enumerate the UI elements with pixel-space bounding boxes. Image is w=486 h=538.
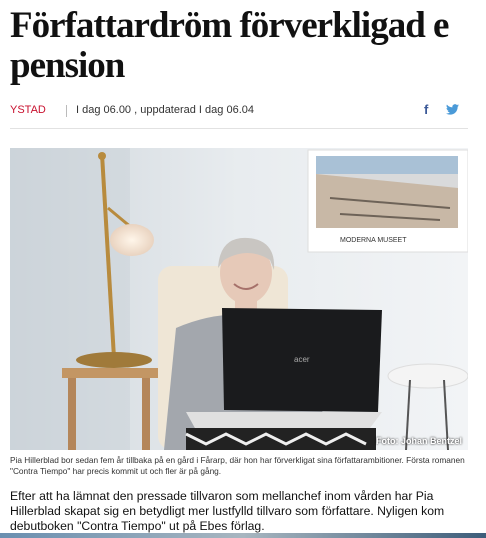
- photo-illustration: [10, 148, 468, 450]
- category-link[interactable]: YSTAD: [10, 104, 46, 116]
- bottom-ad-strip[interactable]: [0, 533, 486, 538]
- article-lead: Efter att ha lämnat den pressade tillvaron som mellanchef inom vården har Pia Hillerblad skapat sig en betydligt mer lustfylld tillvaro som författare. Nyligen kom debutboken "Contra Tiempo" ut på Ebes förlag.: [10, 489, 445, 533]
- article-photo[interactable]: [10, 148, 468, 450]
- laptop-brand: acer: [294, 355, 310, 364]
- article-meta: [10, 104, 476, 120]
- headline-line-2: pension: [10, 45, 125, 86]
- timestamp: I dag 06.00 , uppdaterad I dag 06.04: [76, 104, 254, 116]
- header-divider: [10, 128, 468, 129]
- facebook-share-icon[interactable]: f: [424, 102, 429, 117]
- photo-caption: Pia Hillerblad bor sedan fem år tillbaka på en gård i Fårarp, där hon har förverkligat sina författarambitioner. Första romanen "Contra Tiempo" har precis kommit ut och fler är på gång.: [10, 455, 465, 476]
- headline-line-1: Författardröm förverkligad e: [10, 6, 449, 46]
- painting-signature: MODERNA MUSEET: [340, 237, 407, 244]
- twitter-share-icon[interactable]: [446, 104, 459, 118]
- photo-credit: Foto: Johan Bentzel: [376, 436, 462, 446]
- meta-divider: [66, 105, 67, 117]
- article-headline: [10, 6, 486, 88]
